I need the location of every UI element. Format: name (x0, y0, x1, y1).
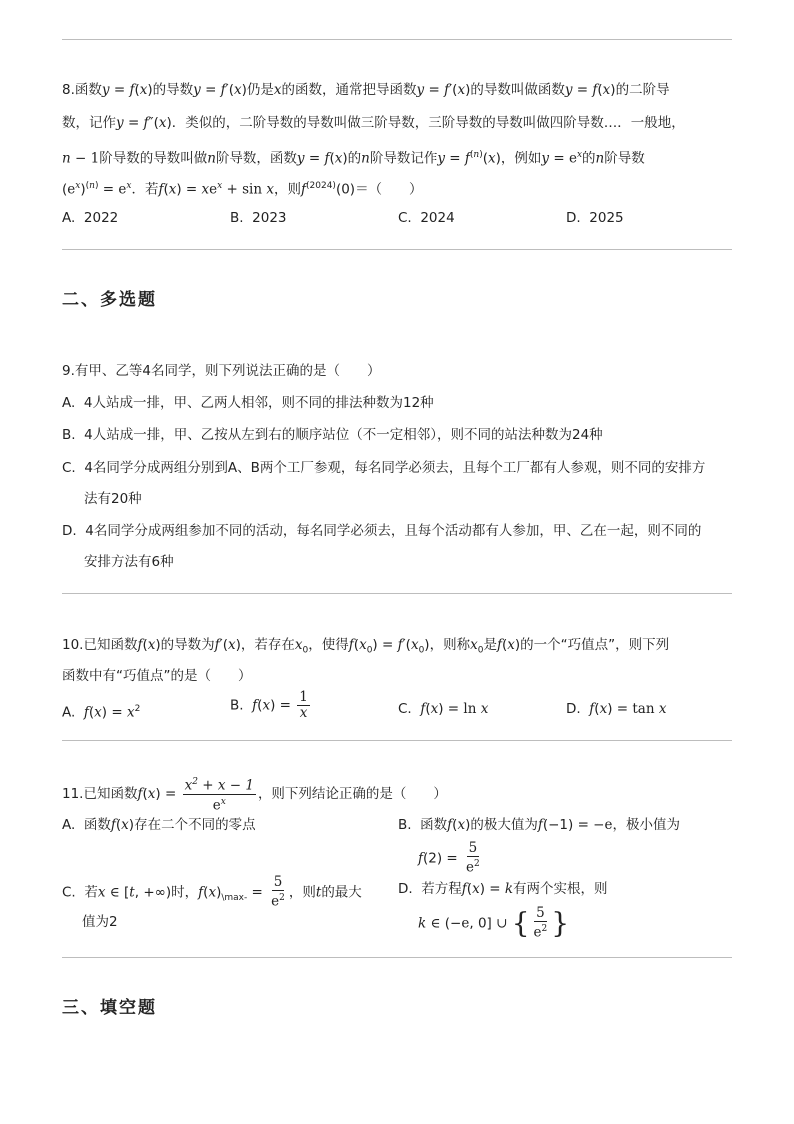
q10-number: 10. (62, 637, 84, 653)
q10-option-d[interactable]: D. f(x) = tan x (566, 701, 667, 717)
q11-option-d-continued: k ∈ (−e, 0] ∪ { $\frac{5}{e^2}$ } (418, 905, 570, 941)
q10-option-b[interactable]: B. f(x) = $\frac{1}{x}$ (230, 689, 308, 721)
q11-option-b-continued: f(2) = $\frac{5}{e^2}$ (418, 840, 480, 876)
divider (62, 957, 732, 958)
q10-line-1: 10.已知函数f(x)的导数为f′(x)，若存在$x_0$，使得$f(x_0) = f'(x_0)$，则称$x_0$是f(x)的一个“巧值点”，则下列 (62, 637, 670, 656)
q10-option-a[interactable]: A. $f(x) = x^2$ (62, 704, 141, 721)
divider (62, 740, 732, 741)
q8-line-2: 数，记作y = f″(x)．类似的，二阶导数的导数叫做三阶导数，三阶导数的导数叫做四阶导数…．一般地， (62, 115, 685, 131)
q8-line-1: 8.函数y = f(x)的导数y = f′(x)仍是x的函数，通常把导函数y = f′(x)的导数叫做函数y = f(x)的二阶导 (62, 82, 670, 98)
q11-option-b[interactable]: B. 函数f(x)的极大值为f(−1) = −e，极小值为 (398, 817, 680, 833)
q11-stem: 11.已知函数f(x) = $\frac{x^2 + x - 1}{e^x}$ ，则下列结论正确的是（ ） (62, 777, 447, 813)
q10-option-c[interactable]: C. f(x) = ln x (398, 701, 489, 717)
q8-option-c[interactable]: C. 2024 (398, 210, 455, 226)
q8-option-a[interactable]: A. 2022 (62, 210, 119, 226)
q9-option-d-continued: 安排方法有6种 (84, 554, 174, 570)
q9-option-a[interactable]: A. 4人站成一排，甲、乙两人相邻，则不同的排法种数为12种 (62, 395, 434, 411)
divider (62, 593, 732, 594)
section-title-multiple-choice: 二、多选题 (62, 290, 157, 310)
divider (62, 249, 732, 250)
q11-option-d[interactable]: D. 若方程f(x) = k有两个实根，则 (398, 881, 608, 897)
q9-option-c[interactable]: C. 4名同学分成两组分别到A、B两个工厂参观，每名同学必须去，且每个工厂都有人参观，则不同的安排方 (62, 460, 706, 476)
top-divider (62, 39, 732, 40)
q9-stem: 9.有甲、乙等4名同学，则下列说法正确的是（ ） (62, 363, 381, 379)
q11-option-c-continued: 值为2 (82, 914, 118, 930)
q8-line-4: $(e^x)^{(n)} = e^x$．若$f(x) = xe^x + \sin x$，则$f^{(2024)}(0)=$（ ） (62, 181, 423, 198)
q8-line-3: n − 1阶导数的导数叫做n阶导数，函数y = f(x)的n阶导数记作$y = f^{(n)}(x)$，例如$y = e^x$的n阶导数 (62, 150, 645, 167)
q9-option-b[interactable]: B. 4人站成一排，甲、乙按从左到右的顺序站位（不一定相邻），则不同的站法种数为24种 (62, 427, 603, 443)
q8-option-d[interactable]: D. 2025 (566, 210, 624, 226)
q9-option-c-continued: 法有20种 (84, 491, 142, 507)
q11-option-c[interactable]: C. 若x ∈ [t, +∞)时，$f(x)_{\backslash max-}$ = $\frac{5}{e^2}$ ，则t的最大 (62, 874, 362, 910)
q9-option-d[interactable]: D. 4名同学分成两组参加不同的活动，每名同学必须去，且每个活动都有人参加，甲、乙在一起，则不同的 (62, 523, 702, 539)
q11-option-a[interactable]: A. 函数f(x)存在二个不同的零点 (62, 817, 256, 833)
q8-option-b[interactable]: B. 2023 (230, 210, 287, 226)
q11-number: 11. (62, 786, 84, 802)
q8-number: 8. (62, 82, 75, 98)
q10-line-2: 函数中有“巧值点”的是（ ） (62, 668, 252, 684)
section-title-fill-in-blank: 三、填空题 (62, 998, 157, 1018)
